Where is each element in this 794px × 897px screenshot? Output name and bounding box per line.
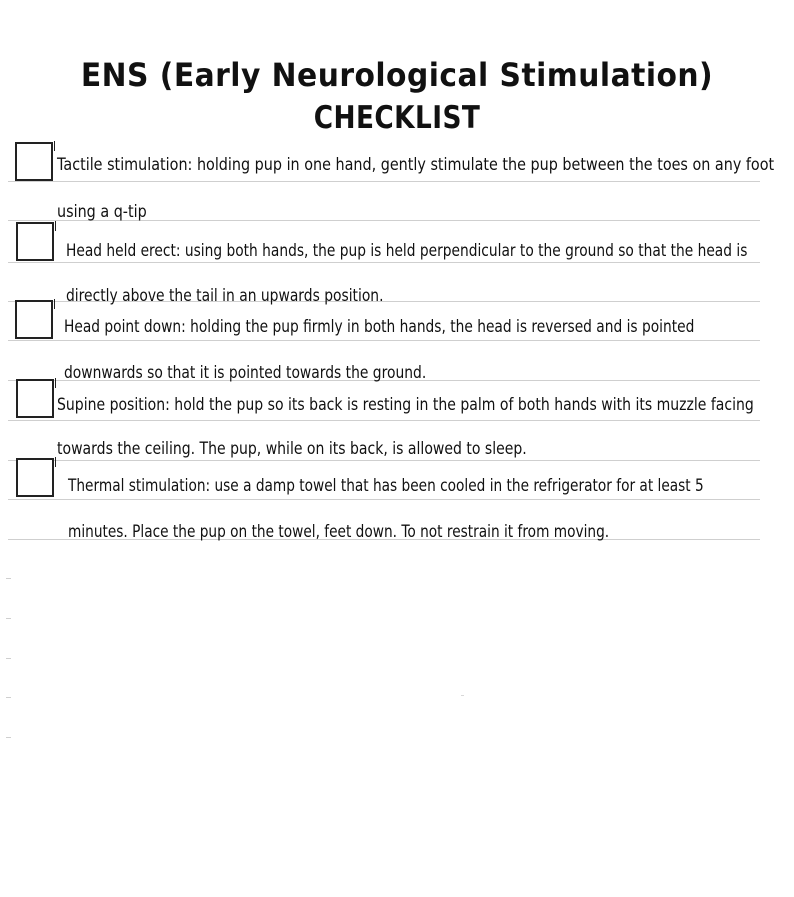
item-text-line: downwards so that it is pointed towards the ground. bbox=[64, 363, 427, 382]
ruled-line bbox=[8, 262, 760, 263]
ruled-line bbox=[8, 460, 760, 461]
item-text-line: using a q-tip bbox=[57, 202, 147, 221]
item-text-line: Head point down: holding the pup firmly in both hands, the head is reversed and is pointed bbox=[64, 317, 695, 336]
ruled-line bbox=[8, 181, 760, 182]
checkbox-tactile-stimulation[interactable] bbox=[15, 142, 53, 181]
item-text-line: directly above the tail in an upwards position. bbox=[66, 286, 384, 305]
ruled-line bbox=[8, 420, 760, 421]
checkbox-head-point-down[interactable] bbox=[15, 300, 53, 339]
item-text-line: towards the ceiling. The pup, while on its back, is allowed to sleep. bbox=[57, 439, 527, 458]
margin-tick bbox=[6, 618, 11, 619]
item-text-line: Head held erect: using both hands, the pup is held perpendicular to the ground so that the head is bbox=[66, 241, 748, 260]
ruled-line bbox=[8, 340, 760, 341]
checkbox-head-held-erect[interactable] bbox=[16, 222, 54, 261]
margin-tick bbox=[6, 578, 11, 579]
checklist-title: ENS (Early Neurological Stimulation) bbox=[80, 56, 714, 94]
stray-mark bbox=[461, 695, 464, 696]
item-text-line: Thermal stimulation: use a damp towel that has been cooled in the refrigerator for at least 5 bbox=[68, 476, 704, 495]
checkbox-supine-position[interactable] bbox=[16, 379, 54, 418]
margin-tick bbox=[6, 658, 11, 659]
margin-tick bbox=[6, 697, 11, 698]
item-text-line: minutes. Place the pup on the towel, feet down. To not restrain it from moving. bbox=[68, 522, 610, 541]
checkbox-thermal-stimulation[interactable] bbox=[16, 458, 54, 497]
item-text-line: Tactile stimulation: holding pup in one hand, gently stimulate the pup between the toes on any foot bbox=[57, 155, 775, 174]
checklist-subtitle: CHECKLIST bbox=[313, 100, 481, 136]
ruled-line bbox=[8, 499, 760, 500]
item-text-line: Supine position: hold the pup so its back is resting in the palm of both hands with its muzzle facing bbox=[57, 395, 754, 414]
margin-tick bbox=[6, 737, 11, 738]
